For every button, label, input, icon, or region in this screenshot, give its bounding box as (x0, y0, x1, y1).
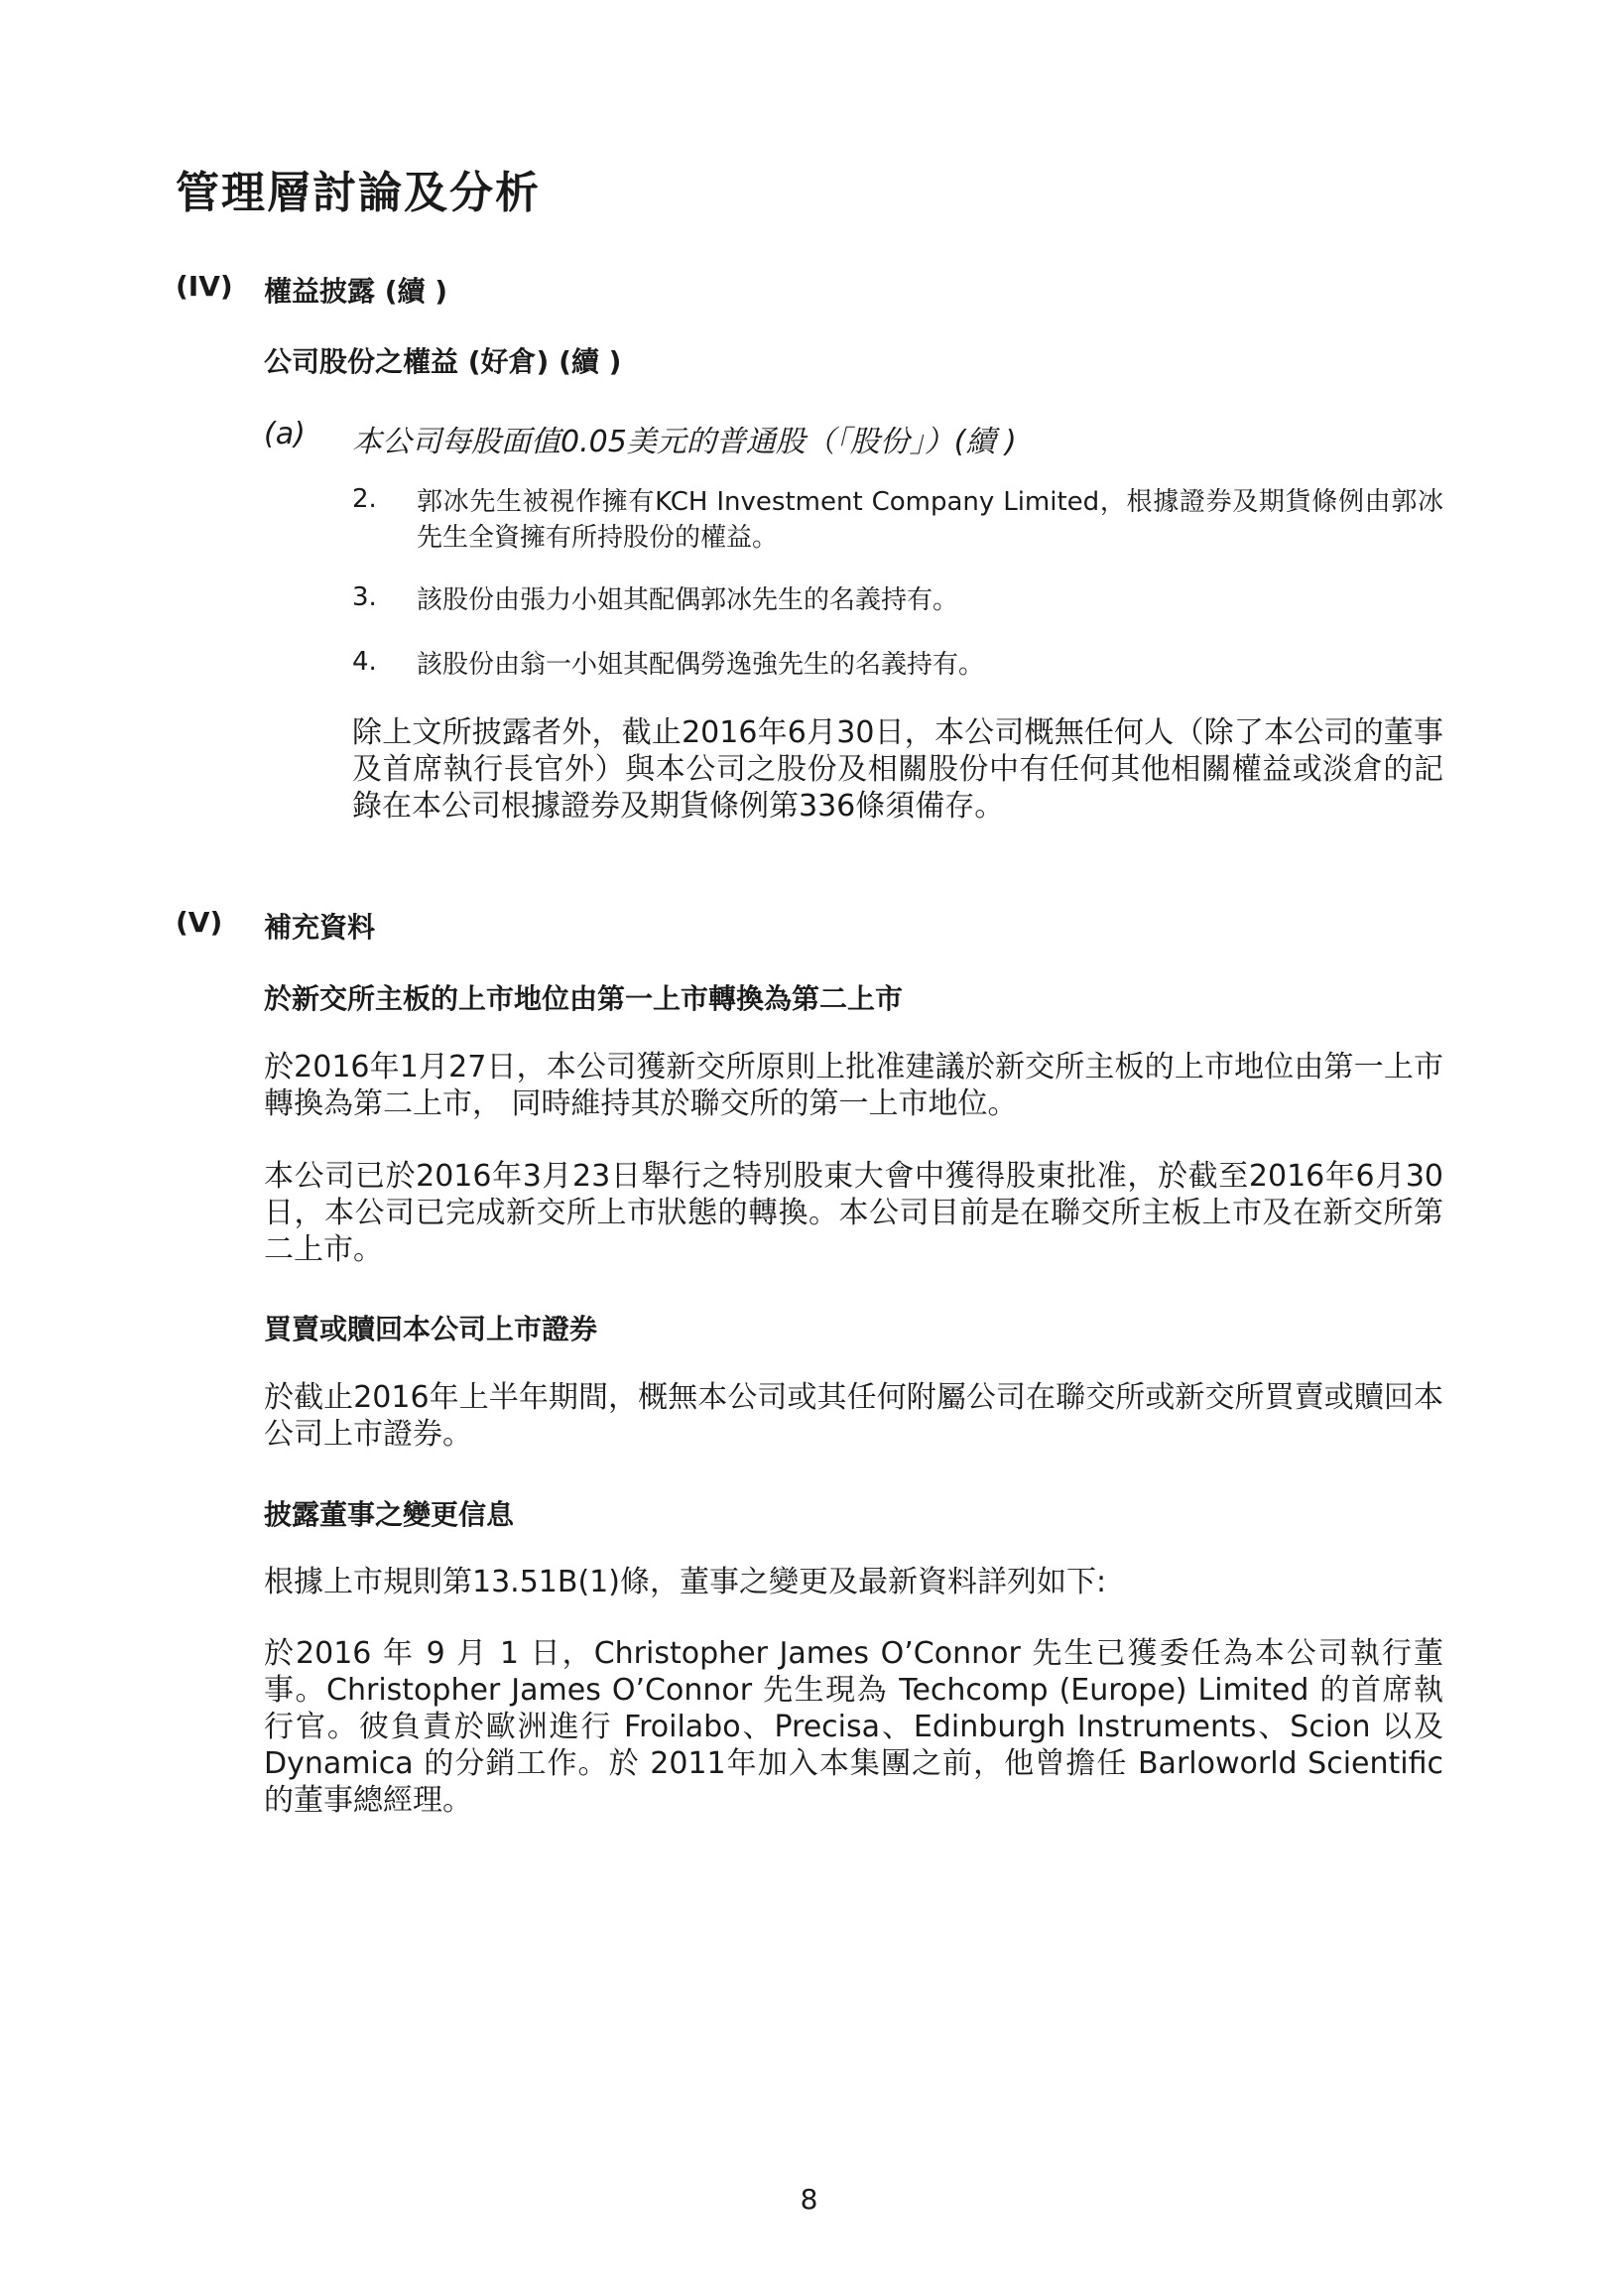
subsection-heading: 於新交所主板的上市地位由第一上市轉換為第二上市 (264, 982, 904, 1015)
note-number: 4. (352, 647, 377, 677)
subsection-paragraph: 於2016 年 9 月 1 日，Christopher James O’Connor 先生已獲委任為本公司執行董事。Christopher James O’Connor 先生現為 Techcomp (Europe) Limited 的首席執行官。彼負責於歐洲進行 Froilabo、Precisa、Edinburgh Instruments、Scion 以及 Dynamica 的分銷工作。於 2011年加入本集團之前，他曾擔任 Barloworld Scientific 的董事總經理。 (264, 1636, 1443, 1818)
subsection-paragraph: 本公司已於2016年3月23日舉行之特別股東大會中獲得股東批准，於截至2016年6月30日，本公司已完成新交所上市狀態的轉換。本公司目前是在聯交所主板上市及在新交所第二上市。 (264, 1159, 1443, 1267)
section-iv-title: 權益披露 (續 ) (264, 275, 448, 308)
item-a-text: 本公司每股面值0.05美元的普通股（「股份」）(續 ) (352, 425, 1017, 459)
section-iv-number: (IV) (176, 270, 233, 303)
subsection-paragraph: 根據上市規則第13.51B(1)條，董事之變更及最新資料詳列如下: (264, 1565, 1107, 1599)
section-v-number: (V) (176, 906, 223, 939)
section-iv-subtitle: 公司股份之權益 (好倉) (續 ) (264, 345, 622, 378)
note-text: 該股份由翁一小姐其配偶勞逸強先生的名義持有。 (417, 650, 985, 680)
note-text: 郭冰先生被視作擁有KCH Investment Company Limited，根據證券及期貨條例由郭冰先生全資擁有所持股份的權益。 (417, 487, 1443, 553)
subsection-heading: 披露董事之變更信息 (264, 1498, 515, 1531)
page-title: 管理層討論及分析 (176, 168, 541, 218)
subsection-paragraph: 於2016年1月27日，本公司獲新交所原則上批准建議於新交所主板的上市地位由第一上市轉換為第二上市， 同時維持其於聯交所的第一上市地位。 (264, 1050, 1443, 1121)
section-v-title: 補充資料 (264, 911, 376, 944)
subsection-paragraph: 於截止2016年上半年期間，概無本公司或其任何附屬公司在聯交所或新交所買賣或贖回本公司上市證券。 (264, 1380, 1443, 1452)
page-number: 8 (800, 2183, 818, 2216)
closing-paragraph: 除上文所披露者外，截止2016年6月30日，本公司概無任何人（除了本公司的董事及首席執行長官外）與本公司之股份及相關股份中有任何其他相關權益或淡倉的記錄在本公司根據證券及期貨條例第336條須備存。 (352, 715, 1443, 824)
note-number: 3. (352, 582, 377, 612)
note-number: 2. (352, 484, 377, 514)
item-a-label: (a) (264, 417, 306, 451)
note-text: 該股份由張力小姐其配偶郭冰先生的名義持有。 (417, 585, 959, 615)
subsection-heading: 買賣或贖回本公司上市證券 (264, 1313, 598, 1345)
